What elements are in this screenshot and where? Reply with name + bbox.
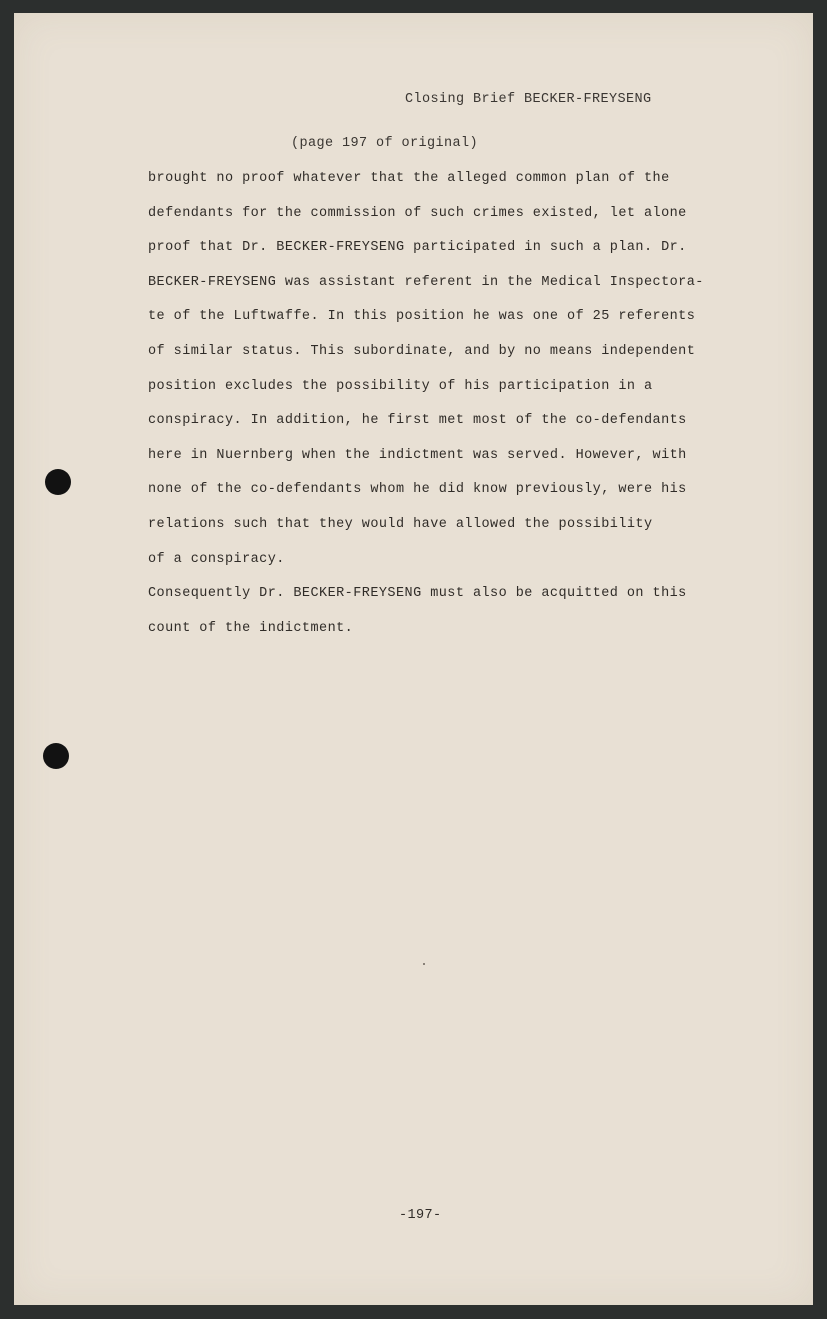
body-text-line: none of the co-defendants whom he did know previously, were his (148, 482, 687, 498)
document-body (148, 170, 704, 654)
document-header-title: Closing Brief BECKER-FREYSENG (405, 92, 652, 107)
punch-hole (43, 743, 69, 769)
body-text-line: here in Nuernberg when the indictment was served. However, with (148, 447, 687, 463)
body-text-line: conspiracy. In addition, he first met most of the co-defendants (148, 413, 687, 429)
body-text-line: brought no proof whatever that the alleged common plan of the (148, 171, 670, 186)
page-number: -197- (399, 1208, 442, 1223)
punch-hole (45, 469, 71, 495)
body-text-line: count of the indictment. (148, 620, 354, 636)
body-text-line: Consequently Dr. BECKER-FREYSENG must also be acquitted on this (148, 586, 687, 602)
body-text-line: position excludes the possibility of his participation in a (148, 378, 653, 394)
body-text-line: of similar status. This subordinate, and by no means independent (148, 343, 696, 359)
original-page-reference: (page 197 of original) (291, 136, 479, 151)
body-text-line: of a conspiracy. (148, 551, 285, 567)
body-text-line: defendants for the commission of such crimes existed, let alone (148, 205, 687, 221)
body-text-line: te of the Luftwaffe. In this position he was one of 25 referents (148, 309, 696, 325)
body-text-line: BECKER-FREYSENG was assistant referent in the Medical Inspectora- (148, 274, 704, 290)
body-text-line: relations such that they would have allowed the possibility (148, 516, 653, 532)
paper-speck (423, 963, 425, 965)
body-text-line: proof that Dr. BECKER-FREYSENG participated in such a plan. Dr. (148, 240, 687, 256)
